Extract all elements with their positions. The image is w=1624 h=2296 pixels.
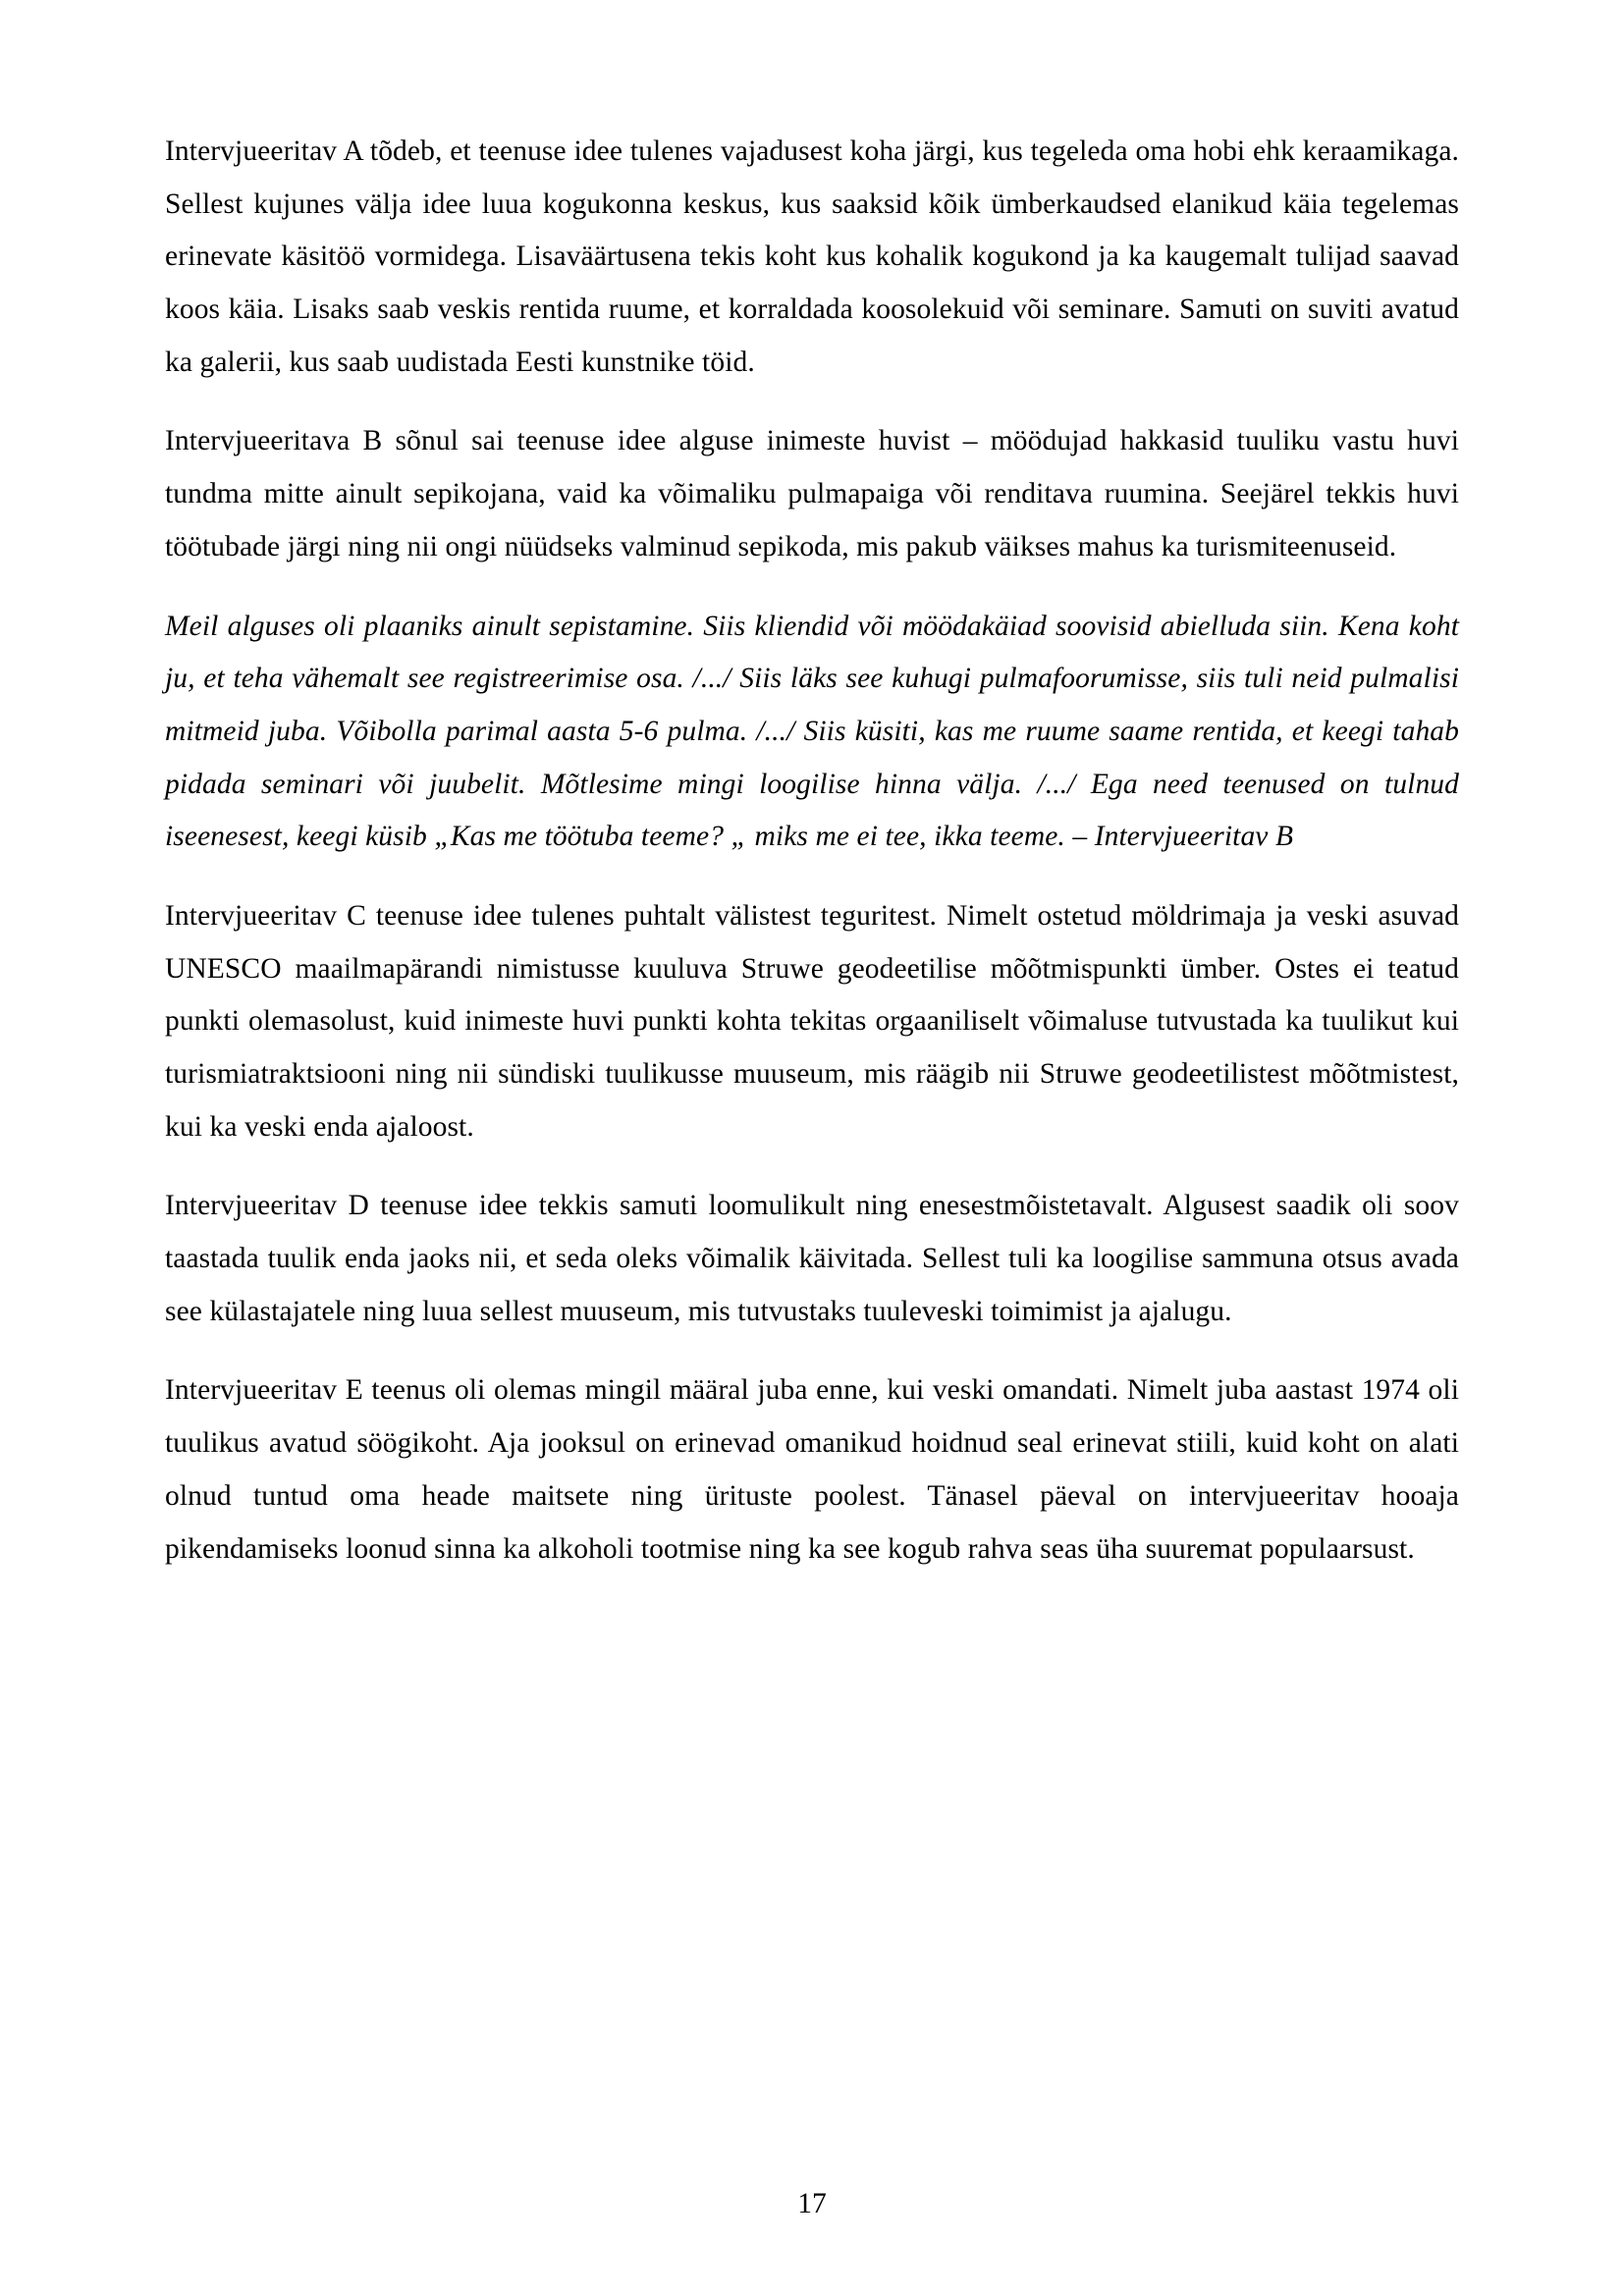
paragraph-interviewee-a: Intervjueeritav A tõdeb, et teenuse idee tulenes vajadusest koha järgi, kus tegeleda oma hobi ehk keraamikaga. Sellest kujunes välja idee luua kogukonna keskus, kus saaksid kõik ümberkaudsed elanikud käia tegelemas erinevate käsitöö vormidega. Lisaväärtusena tekis koht kus kohalik kogukond ja ka kaugemalt tulijad saavad koos käia. Lisaks saab veskis rentida ruume, et korraldada koosolekuid või seminare. Samuti on suviti avatud ka galerii, kus saab uudistada Eesti kunstnike töid. <box>165 135 1459 378</box>
page-number: 17 <box>797 2187 827 2219</box>
document-body <box>165 126 1459 1575</box>
paragraph-interviewee-c: Intervjueeritav C teenuse idee tulenes puhtalt välistest teguritest. Nimelt ostetud möldrimaja ja veski asuvad UNESCO maailmapärandi nimistusse kuuluva Struwe geodeetilise mõõtmispunkti ümber. Ostes ei teatud punkti olemasolust, kuid inimeste huvi punkti kohta tekitas orgaaniliselt võimaluse tutvustada ka tuulikut kui turismiatraktsiooni ning nii sündiski tuulikusse muuseum, mis räägib nii Struwe geodeetilistest mõõtmistest, kui ka veski enda ajaloost. <box>165 899 1459 1143</box>
paragraph-interviewee-e: Intervjueeritav E teenus oli olemas mingil määral juba enne, kui veski omandati. Nimelt juba aastast 1974 oli tuulikus avatud söögikoht. Aja jooksul on erinevad omanikud hoidnud seal erinevat stiili, kuid koht on alati olnud tuntud oma heade maitsete ning ürituste poolest. Tänasel päeval on intervjueeritav hooaja pikendamiseks loonud sinna ka alkoholi tootmise ning ka see kogub rahva seas üha suuremat populaarsust. <box>165 1374 1459 1565</box>
paragraph-interviewee-b: Intervjueeritava B sõnul sai teenuse idee alguse inimeste huvist – möödujad hakkasid tuuliku vastu huvi tundma mitte ainult sepikojana, vaid ka võimaliku pulmapaiga või renditava ruumina. Seejärel tekkis huvi töötubade järgi ning nii ongi nüüdseks valminud sepikoda, mis pakub väikses mahus ka turismiteenuseid. <box>165 425 1459 562</box>
blockquote-interviewee-b: Meil alguses oli plaaniks ainult sepistamine. Siis kliendid või möödakäiad soovisid abielluda siin. Kena koht ju, et teha vähemalt see registreerimise osa. /.../ Siis läks see kuhugi pulmafoorumisse, siis tuli neid pulmalisi mitmeid juba. Võibolla parimal aasta 5-6 pulma. /.../ Siis küsiti, kas me ruume saame rentida, et keegi tahab pidada seminari või juubelit. Mõtlesime mingi loogilise hinna välja. /.../ Ega need teenused on tulnud iseenesest, keegi küsib „Kas me töötuba teeme? „ miks me ei tee, ikka teeme. – Intervjueeritav B <box>165 610 1459 853</box>
paragraph-interviewee-d: Intervjueeritav D teenuse idee tekkis samuti loomulikult ning enesestmõistetavalt. Algusest saadik oli soov taastada tuulik enda jaoks nii, et seda oleks võimalik käivitada. Sellest tuli ka loogilise sammuna otsus avada see külastajatele ning luua sellest muuseum, mis tutvustaks tuuleveski toimimist ja ajalugu. <box>165 1190 1459 1327</box>
